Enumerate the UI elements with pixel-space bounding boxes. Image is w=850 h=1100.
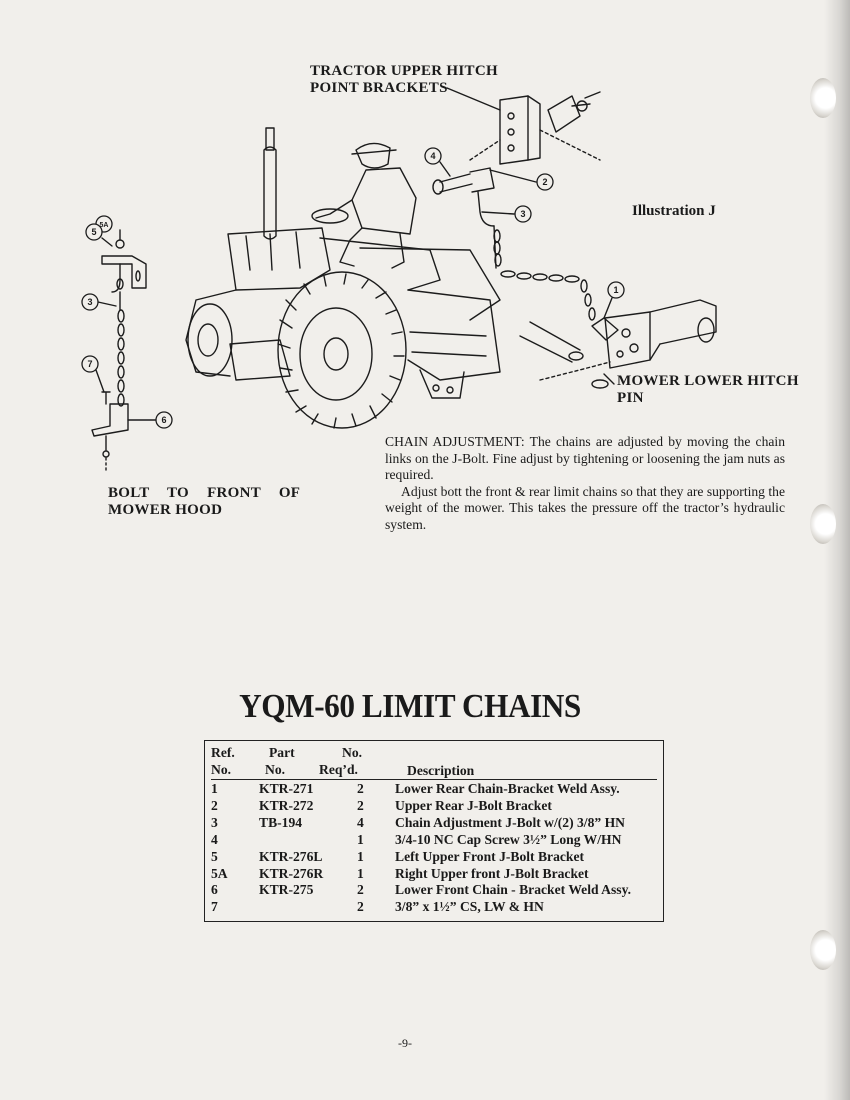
cell-qty: 1 bbox=[357, 865, 364, 881]
binder-hole-bottom bbox=[810, 930, 836, 970]
cell-qty: 2 bbox=[357, 899, 364, 915]
chain-links bbox=[494, 230, 595, 320]
cell-ref: 5A bbox=[211, 865, 228, 881]
parts-table bbox=[204, 740, 664, 922]
header-description: Description bbox=[407, 763, 475, 778]
illustration-label: Illustration J bbox=[632, 203, 716, 219]
cell-ref: 1 bbox=[211, 781, 218, 796]
callout-4: 4 bbox=[430, 151, 436, 161]
cell-qty: 1 bbox=[357, 831, 364, 847]
cell-qty: 2 bbox=[357, 781, 364, 796]
callout-1: 1 bbox=[613, 285, 619, 295]
cell-ref: 7 bbox=[211, 899, 218, 915]
callout-7: 7 bbox=[87, 359, 93, 369]
header-qty-reqd: Req’d. bbox=[319, 762, 358, 777]
cell-qty: 1 bbox=[357, 848, 364, 864]
header-ref-no: No. bbox=[211, 762, 232, 777]
binder-hole-middle bbox=[810, 504, 836, 544]
mower-lower-hitch-pin-label: MOWER LOWER HITCH PIN bbox=[617, 373, 799, 406]
header-qty: No. bbox=[342, 745, 363, 760]
cell-part: TB-194 bbox=[259, 814, 303, 830]
cell-description: 3/8” x 1½” CS, LW & HN bbox=[395, 899, 544, 915]
cell-part: KTR-272 bbox=[259, 797, 314, 813]
cell-part: KTR-276L bbox=[259, 848, 323, 864]
page-number: -9- bbox=[398, 1036, 412, 1050]
cell-description: Left Upper Front J-Bolt Bracket bbox=[395, 848, 585, 864]
cell-ref: 4 bbox=[211, 831, 218, 847]
bolt-to-front-label: BOLT TO FRONT OF MOWER HOOD bbox=[108, 485, 301, 518]
front-tire bbox=[188, 304, 232, 376]
callout-5: 5 bbox=[91, 227, 97, 237]
cell-ref: 3 bbox=[211, 814, 218, 830]
instruction-paragraph-1: CHAIN ADJUSTMENT: The chains are adjusted by moving the chain links on the J-Bolt. Fine adjust by tightening or loosening the jam nuts as required. bbox=[385, 434, 785, 483]
callout-5a: 5A bbox=[99, 222, 109, 229]
cell-description: Chain Adjustment J-Bolt w/(2) 3/8” HN bbox=[395, 814, 625, 830]
cell-description: Lower Front Chain - Bracket Weld Assy. bbox=[395, 882, 632, 898]
cell-description: Lower Rear Chain-Bracket Weld Assy. bbox=[395, 781, 620, 796]
callout-3: 3 bbox=[520, 209, 526, 219]
cell-ref: 2 bbox=[211, 797, 218, 813]
cell-qty: 2 bbox=[357, 882, 364, 898]
cell-description: Upper Rear J-Bolt Bracket bbox=[395, 797, 552, 813]
muffler bbox=[264, 147, 276, 239]
operator-figure bbox=[356, 143, 390, 168]
cell-part: KTR-271 bbox=[259, 781, 314, 796]
cell-description: Right Upper front J-Bolt Bracket bbox=[395, 865, 589, 881]
cell-qty: 4 bbox=[357, 814, 364, 830]
callout-2: 2 bbox=[542, 177, 548, 187]
cell-description: 3/4-10 NC Cap Screw 3½” Long W/HN bbox=[395, 831, 622, 847]
header-divider bbox=[211, 779, 657, 780]
rear-tire bbox=[278, 272, 406, 428]
instruction-paragraph-2: Adjust bott the front & rear limit chains so that they are supporting the weight of the mower. This takes the pressure off the tractor’s hydraulic system. bbox=[385, 483, 785, 532]
parts-list-title: YQM-60 LIMIT CHAINS bbox=[239, 688, 581, 725]
cell-ref: 5 bbox=[211, 848, 218, 864]
header-part: Part bbox=[269, 745, 295, 760]
cell-ref: 6 bbox=[211, 882, 218, 898]
binder-hole-top bbox=[810, 78, 836, 118]
chain-adjustment-instructions bbox=[385, 434, 785, 534]
header-part-no: No. bbox=[265, 762, 286, 777]
cell-qty: 2 bbox=[357, 797, 364, 813]
cell-part: KTR-276R bbox=[259, 865, 324, 881]
header-ref: Ref. bbox=[211, 745, 235, 760]
callout-3-side: 3 bbox=[87, 297, 93, 307]
cell-part: KTR-275 bbox=[259, 882, 314, 898]
callout-6: 6 bbox=[161, 415, 167, 425]
tractor-upper-hitch-label: TRACTOR UPPER HITCH POINT BRACKETS bbox=[310, 63, 498, 96]
tractor-body bbox=[228, 228, 330, 290]
